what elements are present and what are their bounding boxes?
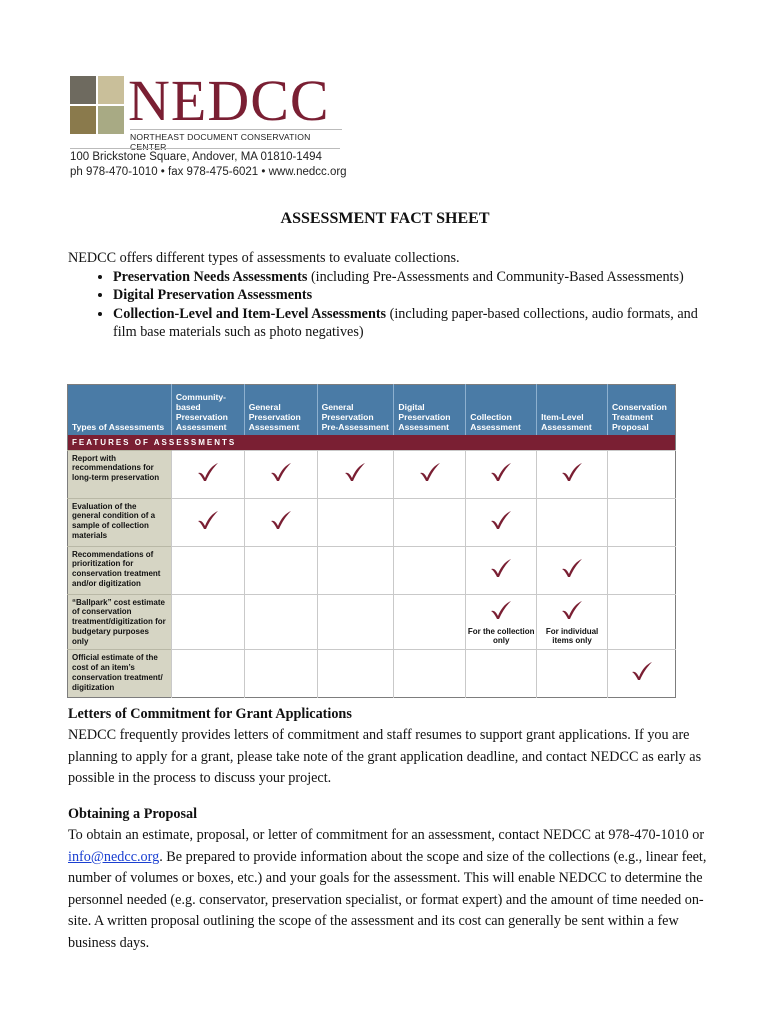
- table-cell: [171, 650, 244, 698]
- table-cell: [244, 594, 317, 650]
- assessment-types-list: [68, 268, 708, 342]
- table-cell: [317, 594, 394, 650]
- intro-section: [68, 249, 708, 342]
- table-cell: [466, 498, 537, 546]
- letterhead: [70, 68, 350, 186]
- table-cell: [466, 594, 537, 650]
- assessment-features-table: [67, 384, 676, 698]
- logo-wordmark: NEDCC: [128, 68, 330, 133]
- table-cell: [466, 546, 537, 594]
- letters-body: NEDCC frequently provides letters of commitment and staff resumes to support grant applications. If you are planning to apply for a grant, please take note of the grant application deadline, and contact NEDCC as early as possible in the process to discuss your project.: [68, 727, 702, 786]
- letters-section: [68, 704, 708, 790]
- feature-label: Official estimate of the cost of an item’s conservation treatment/ digitization: [68, 650, 172, 698]
- table-cell: [466, 450, 537, 498]
- table-cell: [537, 594, 608, 650]
- table-cell: [394, 498, 466, 546]
- table-cell: [244, 450, 317, 498]
- checkmark-icon: [489, 557, 513, 579]
- table-row: [68, 498, 676, 546]
- table-cell: [537, 650, 608, 698]
- page-title: ASSESSMENT FACT SHEET: [280, 210, 490, 227]
- column-header-item-level: Item-Level Assessment: [537, 385, 608, 435]
- table-cell: [394, 650, 466, 698]
- column-header-collection: Collection Assessment: [466, 385, 537, 435]
- list-item-bold: Preservation Needs Assessments: [113, 268, 308, 285]
- table-cell: [317, 498, 394, 546]
- list-item: [113, 305, 708, 342]
- table-cell: [466, 650, 537, 698]
- checkmark-icon: [196, 461, 220, 483]
- checkmark-icon: [560, 599, 584, 621]
- email-link[interactable]: info@nedcc.org: [68, 848, 160, 865]
- list-item: [113, 286, 708, 305]
- table-cell: [244, 546, 317, 594]
- address-line: 100 Brickstone Square, Andover, MA 01810-1494: [70, 148, 340, 165]
- table-cell: [394, 546, 466, 594]
- feature-label: Evaluation of the general condition of a sample of collection materials: [68, 498, 172, 546]
- checkmark-icon: [343, 461, 367, 483]
- table-cell: [608, 594, 676, 650]
- logo-tagline: NORTHEAST DOCUMENT CONSERVATION CENTER: [130, 129, 342, 152]
- table-cell: [317, 650, 394, 698]
- column-header-types: Types of Assessments: [68, 385, 172, 435]
- intro-text: NEDCC offers different types of assessments to evaluate collections.: [68, 250, 460, 266]
- checkmark-icon: [196, 509, 220, 531]
- column-header-pre-assessment: General Preservation Pre-Assessment: [317, 385, 394, 435]
- checkmark-icon: [269, 461, 293, 483]
- table-cell: [608, 450, 676, 498]
- column-header-general: General Preservation Assessment: [244, 385, 317, 435]
- features-band: FEATURES OF ASSESSMENTS: [68, 435, 676, 451]
- contact-line: ph 978-470-1010 • fax 978-475-6021 • www.nedcc.org: [70, 166, 347, 178]
- table-cell: [171, 498, 244, 546]
- list-item: [113, 268, 708, 287]
- column-header-digital: Digital Preservation Assessment: [394, 385, 466, 435]
- checkmark-icon: [418, 461, 442, 483]
- table-row: [68, 546, 676, 594]
- checkmark-icon: [630, 660, 654, 682]
- feature-label: Report with recommendations for long-term preservation: [68, 450, 172, 498]
- table-row: [68, 594, 676, 650]
- table-cell: [537, 450, 608, 498]
- proposal-section: [68, 804, 708, 954]
- list-item-rest: (including paper-based collections, audio formats, and film base materials such as photo negatives): [113, 305, 698, 340]
- table-cell: [608, 650, 676, 698]
- cell-note: For the collection only: [467, 626, 535, 645]
- proposal-body-end: . Be prepared to provide information about the scope and size of the collections (e.g., linear feet, number of volumes or boxes, etc.) and your goals for the assessment. This will enable NEDCC to determine the personnel needed (e.g. conservator, preservation specialist, or format expert) and the amount of time needed on-site. A written proposal outlining the scope of the assessment and its cost can generally be sent within a few business days.: [68, 848, 707, 951]
- checkmark-icon: [489, 461, 513, 483]
- table-cell: [171, 594, 244, 650]
- logo-mosaic: [70, 76, 124, 134]
- table-cell: [317, 450, 394, 498]
- table-cell: [244, 650, 317, 698]
- letters-heading: Letters of Commitment for Grant Applications: [68, 706, 352, 722]
- address-block: [70, 148, 347, 180]
- table-cell: [394, 594, 466, 650]
- checkmark-icon: [560, 461, 584, 483]
- table-cell: [244, 498, 317, 546]
- proposal-body: [68, 825, 708, 954]
- column-header-treatment-proposal: Conservation Treatment Proposal: [608, 385, 676, 435]
- cell-note: For individual items only: [545, 626, 599, 645]
- table-row: [68, 450, 676, 498]
- table-cell: [537, 546, 608, 594]
- feature-label: “Ballpark” cost estimate of conservation treatment/digitization for budgetary purposes only: [68, 594, 172, 650]
- table-cell: [537, 498, 608, 546]
- list-item-bold: Collection-Level and Item-Level Assessments: [113, 305, 387, 322]
- table-cell: [608, 498, 676, 546]
- checkmark-icon: [489, 599, 513, 621]
- table-row: [68, 650, 676, 698]
- table-cell: [171, 450, 244, 498]
- list-item-rest: (including Pre-Assessments and Community-Based Assessments): [307, 268, 684, 285]
- checkmark-icon: [269, 509, 293, 531]
- proposal-heading: Obtaining a Proposal: [68, 806, 198, 822]
- proposal-body-start: To obtain an estimate, proposal, or letter of commitment for an assessment, contact NEDCC at 978-470-1010 or: [68, 827, 705, 843]
- checkmark-icon: [489, 509, 513, 531]
- table-cell: [394, 450, 466, 498]
- list-item-bold: Digital Preservation Assessments: [113, 287, 313, 303]
- column-header-community: Community-based Preservation Assessment: [171, 385, 244, 435]
- table-cell: [317, 546, 394, 594]
- checkmark-icon: [560, 557, 584, 579]
- table-cell: [171, 546, 244, 594]
- table-cell: [608, 546, 676, 594]
- feature-label: Recommendations of prioritization for conservation treatment and/or digitization: [68, 546, 172, 594]
